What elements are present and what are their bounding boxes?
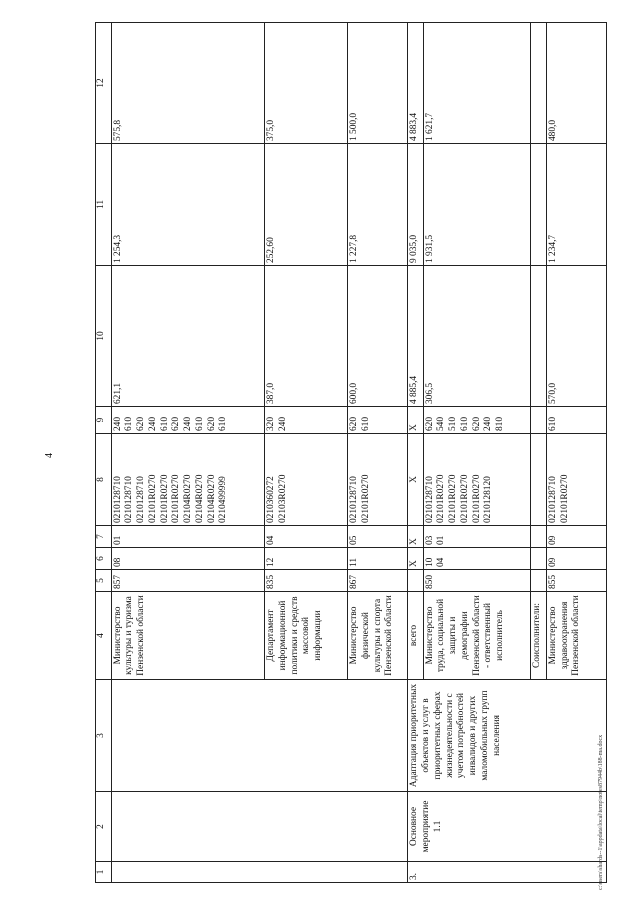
code-line: 610 xyxy=(360,416,371,431)
vr-cell xyxy=(265,407,348,434)
grbs-cell xyxy=(408,570,423,592)
table-row xyxy=(111,23,265,883)
empty-cell xyxy=(531,434,546,526)
empty-cell xyxy=(111,792,408,862)
code-line: 0210128120 xyxy=(483,476,494,523)
code-line: 02104R0270 xyxy=(183,474,194,523)
grbs-cell: 835 xyxy=(265,570,348,592)
header-cell: 7 xyxy=(96,526,112,548)
amount-cell: 306,5 xyxy=(423,266,531,407)
amount-cell: 1 621,7 xyxy=(423,23,531,144)
code-line: 240 xyxy=(277,416,288,431)
code-line: 620 xyxy=(206,416,217,431)
amount-cell: 4 885,4 xyxy=(408,266,423,407)
amount-cell: 621,1 xyxy=(111,266,265,407)
code-line: 02101R0270 xyxy=(159,474,170,523)
code-line: 240 xyxy=(483,416,494,431)
code-line: 10 xyxy=(424,557,435,567)
code-line: 620 xyxy=(349,416,360,431)
code-line: 620 xyxy=(471,416,482,431)
executor-cell: Департамент информационной политики и средств массовой информации xyxy=(265,592,348,680)
empty-cell xyxy=(111,680,408,792)
row-number-cell: 3. xyxy=(408,862,607,883)
amount-cell: 1 234,7 xyxy=(546,144,606,266)
code-line: 0210128710 xyxy=(112,476,123,523)
section-cell: X xyxy=(408,548,423,570)
code-line: 0210128710 xyxy=(136,476,147,523)
code-line: 540 xyxy=(436,416,447,431)
header-cell: 10 xyxy=(96,266,112,407)
header-cell: 12 xyxy=(96,23,112,144)
activity-name-cell: Основное мероприятие 1.1 xyxy=(408,792,607,862)
header-cell: 1 xyxy=(96,862,112,883)
header-cell: 8 xyxy=(96,434,112,526)
vr-cell: X xyxy=(408,407,423,434)
csr-cell xyxy=(111,434,265,526)
empty-cell xyxy=(531,526,546,548)
code-line: 0210128710 xyxy=(424,476,435,523)
rotated-table-container xyxy=(95,23,607,883)
csr-cell xyxy=(423,434,531,526)
subsection-cell: 05 xyxy=(348,526,408,548)
subsection-cell: 04 xyxy=(265,526,348,548)
vr-cell xyxy=(423,407,531,434)
code-line: 240 xyxy=(147,416,158,431)
section-cell: 09 xyxy=(546,548,606,570)
header-cell: 2 xyxy=(96,792,112,862)
header-cell: 5 xyxy=(96,570,112,592)
amount-cell: 1 500,0 xyxy=(348,23,408,144)
subsection-cell: 01 xyxy=(111,526,265,548)
code-line: 610 xyxy=(159,416,170,431)
grbs-cell: 867 xyxy=(348,570,408,592)
code-line: 610 xyxy=(547,416,558,431)
page-number: 4 xyxy=(44,453,55,458)
header-row xyxy=(96,23,112,883)
activity-description-cell: Адаптация приоритетных объектов и услуг в приоритетных сферах жизнедеятельности с учетом потребностей инвалидов и других маломобильных групп населения xyxy=(408,680,607,792)
subsection-cell: X xyxy=(408,526,423,548)
vr-cell xyxy=(546,407,606,434)
code-line: 620 xyxy=(171,416,182,431)
section-cell: 08 xyxy=(111,548,265,570)
csr-cell xyxy=(265,434,348,526)
code-line: 04 xyxy=(436,557,447,567)
empty-cell xyxy=(531,144,546,266)
amount-cell: 570,0 xyxy=(546,266,606,407)
code-line: 02101R0270 xyxy=(360,474,371,523)
amount-cell: 575,8 xyxy=(111,23,265,144)
amount-cell: 252,60 xyxy=(265,144,348,266)
code-line: 320 xyxy=(266,416,277,431)
amount-cell: 480,0 xyxy=(546,23,606,144)
code-line: 0210128710 xyxy=(349,476,360,523)
vr-cell xyxy=(111,407,265,434)
total-label-cell: всего xyxy=(408,592,423,680)
amount-cell: 1 227,8 xyxy=(348,144,408,266)
csr-cell xyxy=(546,434,606,526)
code-line: 02101R0270 xyxy=(459,474,470,523)
code-line: 02101R0270 xyxy=(171,474,182,523)
code-line: 240 xyxy=(183,416,194,431)
empty-cell xyxy=(531,548,546,570)
code-line: 810 xyxy=(495,416,506,431)
empty-cell xyxy=(531,570,546,592)
code-line: 0210128710 xyxy=(547,476,558,523)
section-cell: 11 xyxy=(348,548,408,570)
amount-cell: 4 883,4 xyxy=(408,23,423,144)
code-line: 02103R0270 xyxy=(277,474,288,523)
code-line: 02101R0270 xyxy=(471,474,482,523)
amount-cell: 1 931,5 xyxy=(423,144,531,266)
subsection-cell: 09 xyxy=(546,526,606,548)
vr-cell xyxy=(348,407,408,434)
amount-cell: 387,0 xyxy=(265,266,348,407)
executor-cell: Министерство здравоохранения Пензенской области xyxy=(546,592,606,680)
section-cell: 12 xyxy=(265,548,348,570)
grbs-cell: 857 xyxy=(111,570,265,592)
executor-cell: Министерство физической культуры и спорта Пензенской области xyxy=(348,592,408,680)
code-line: 0210360272 xyxy=(266,476,277,523)
empty-cell xyxy=(111,862,408,883)
footer-file-path: c:\users\shards--1\appdata\local\temp\notes87944b\188-ma.docx xyxy=(598,734,604,890)
header-cell: 9 xyxy=(96,407,112,434)
executor-cell: Министерство культуры и туризма Пензенской области xyxy=(111,592,265,680)
subsection-cell xyxy=(423,526,531,548)
code-line: 03 xyxy=(424,535,435,545)
empty-cell xyxy=(531,407,546,434)
code-line: 02101R0270 xyxy=(559,474,570,523)
table-row-total xyxy=(408,23,423,883)
code-line: 610 xyxy=(124,416,135,431)
code-line: 02104R0270 xyxy=(206,474,217,523)
csr-cell: X xyxy=(408,434,423,526)
section-cell xyxy=(423,548,531,570)
budget-table xyxy=(95,22,607,883)
executor-cell: Министерство труда, социальной защиты и демографии Пензенской области - ответственный исполнитель xyxy=(423,592,531,680)
header-cell: 3 xyxy=(96,680,112,792)
amount-cell: 1 254,3 xyxy=(111,144,265,266)
amount-cell: 375,0 xyxy=(265,23,348,144)
empty-cell xyxy=(531,23,546,144)
empty-cell xyxy=(531,266,546,407)
code-line: 620 xyxy=(424,416,435,431)
code-line: 02101R0270 xyxy=(147,474,158,523)
code-line: 0210499999 xyxy=(218,476,229,523)
coexecutors-label-cell: Соисполнители: xyxy=(531,592,546,680)
header-cell: 11 xyxy=(96,144,112,266)
code-line: 02101R0270 xyxy=(436,474,447,523)
code-line: 0210128710 xyxy=(124,476,135,523)
grbs-cell: 855 xyxy=(546,570,606,592)
code-line: 610 xyxy=(459,416,470,431)
code-line: 02104R0270 xyxy=(194,474,205,523)
code-line: 510 xyxy=(448,416,459,431)
csr-cell xyxy=(348,434,408,526)
code-line: 240 xyxy=(112,416,123,431)
header-cell: 4 xyxy=(96,592,112,680)
header-cell: 6 xyxy=(96,548,112,570)
code-line: 620 xyxy=(136,416,147,431)
amount-cell: 9 035,0 xyxy=(408,144,423,266)
code-line: 610 xyxy=(194,416,205,431)
amount-cell: 600,0 xyxy=(348,266,408,407)
code-line: 01 xyxy=(436,535,447,545)
grbs-cell: 850 xyxy=(423,570,531,592)
code-line: 610 xyxy=(218,416,229,431)
code-line: 02101R0270 xyxy=(448,474,459,523)
